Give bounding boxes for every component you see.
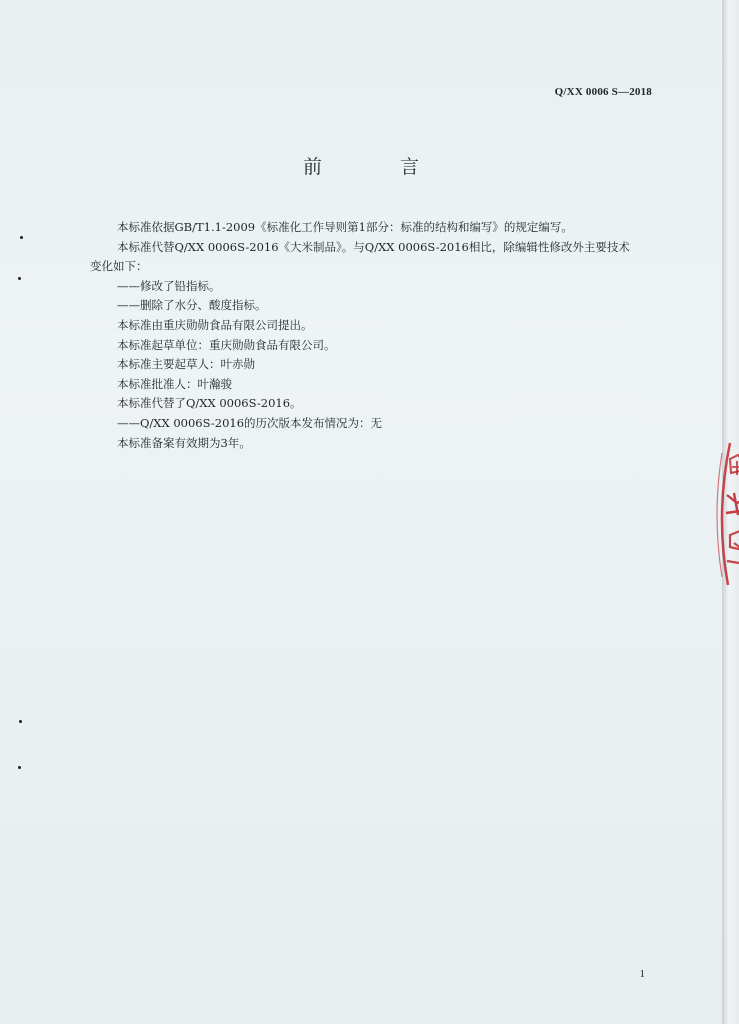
binding-mark [18,766,21,769]
body-line: ——删除了水分、酸度指标。 [117,298,267,313]
binding-mark [18,277,21,280]
body-line: 本标准备案有效期为3年。 [117,435,251,450]
body-line: 本标准起草单位：重庆勋勋食品有限公司。 [117,337,336,352]
body-line: 本标准由重庆勋勋食品有限公司提出。 [117,317,313,332]
body-line: ——修改了铅指标。 [117,278,221,293]
body-line: 本标准代替了Q/XX 0006S-2016。 [117,396,302,411]
page-number: 1 [639,968,645,980]
binding-mark [20,236,23,239]
body-line: 本标准主要起草人：叶赤勋 [117,357,255,372]
binding-mark [19,720,22,723]
page-title: 前 言 [302,156,456,178]
body-line: 本标准批准人：叶瀚骏 [117,376,232,391]
standard-code: Q/XX 0006 S—2018 [554,86,652,98]
preface-body [90,218,680,453]
seal-stamp [712,435,739,595]
body-line: ——Q/XX 0006S-2016的历次版本发布情况为：无 [117,415,383,430]
body-line: 本标准代替Q/XX 0006S-2016《大米制品》。与Q/XX 0006S-2016相比，除编辑性修改外主要技术 [117,239,630,254]
body-line: 本标准依据GB/T1.1-2009《标准化工作导则第1部分：标准的结构和编写》的规定编写。 [117,220,573,234]
body-line: 变化如下： [90,259,148,274]
